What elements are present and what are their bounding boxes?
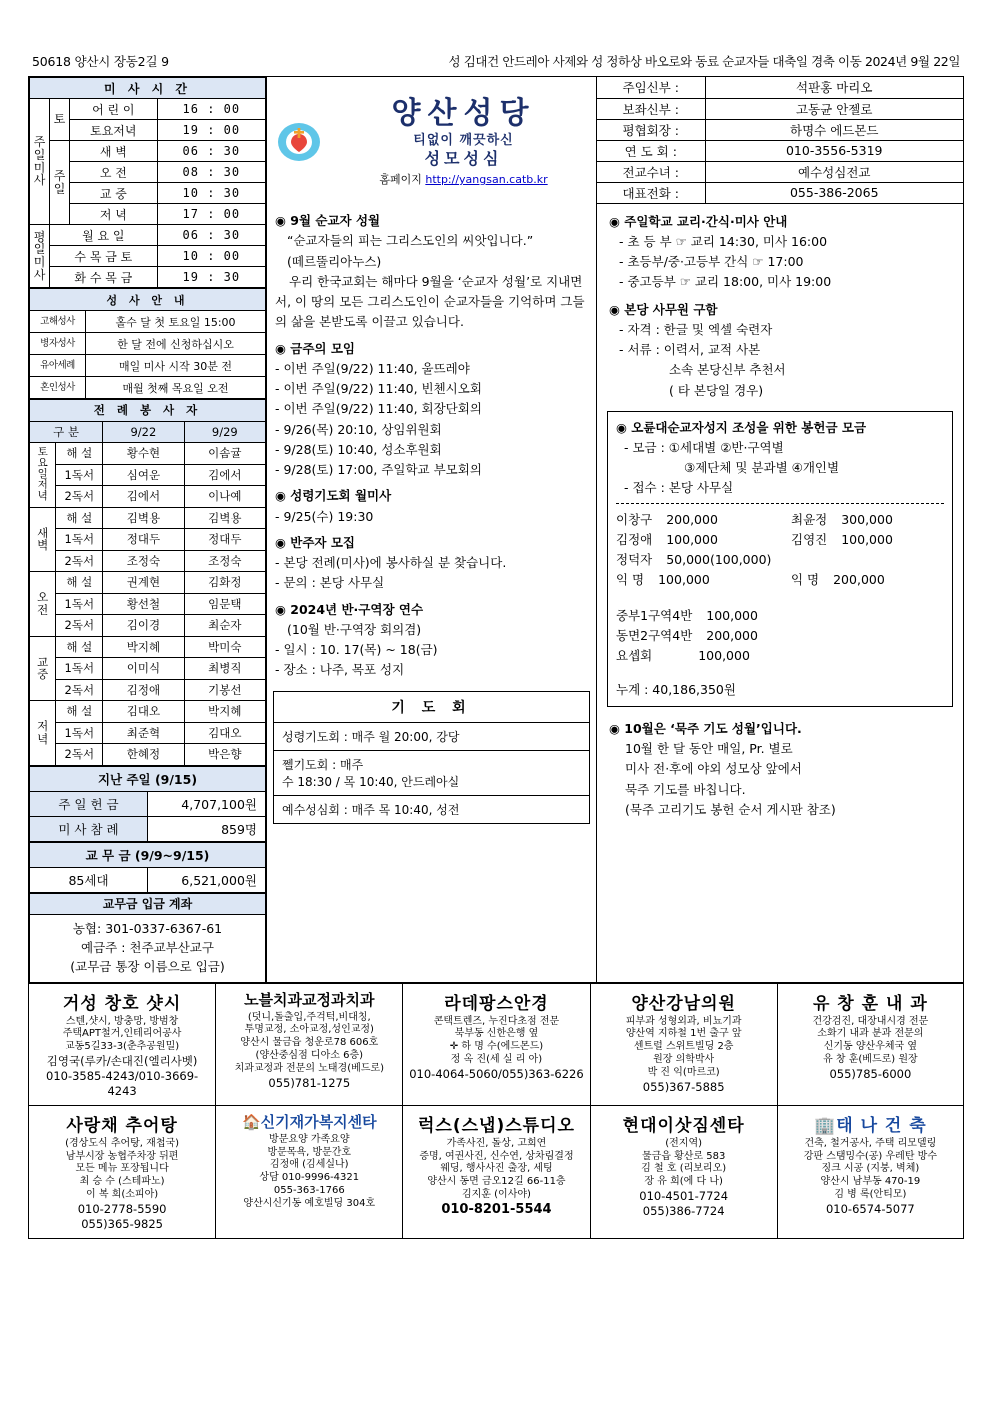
parish-address: 50618 양산시 장동2길 9: [32, 54, 169, 69]
middle-column: [267, 77, 597, 982]
servers-role: 2독서: [56, 744, 103, 766]
staff-title: ◉ 본당 사무원 구함: [609, 301, 718, 317]
account-table: [29, 893, 266, 982]
sacrament-value: 홀수 달 첫 토요일 15:00: [86, 311, 266, 333]
last-week-label: 주 일 헌 금: [30, 791, 148, 816]
ad-line: 원장 의학박사: [653, 1054, 715, 1066]
header-line: [28, 52, 964, 76]
ad-title-text: 태 나 건 축: [836, 1115, 927, 1136]
servers-group-label: 교 중: [30, 636, 56, 701]
servers-name-a: 김에서: [103, 486, 184, 508]
servers-name-a: 권계현: [103, 572, 184, 594]
group-amount: 100,000: [706, 607, 758, 623]
rosary-item: (묵주 고리기도 봉헌 순서 게시판 참조): [625, 801, 836, 817]
account-bank: 농협: 301-0337-6367-61: [72, 920, 223, 936]
rosary-item: 묵주 기도를 바칩니다.: [625, 781, 746, 797]
donor-row: [616, 530, 944, 550]
sacrament-label: 유아세례: [30, 355, 86, 377]
clergy-label: 전교수녀 :: [597, 161, 705, 182]
ad-cell[interactable]: [590, 983, 777, 1105]
school-item: - 초 등 부 ☞ 교리 14:30, 미사 16:00: [619, 233, 828, 249]
account-holder: 예금주 : 천주교부산교구: [81, 939, 214, 955]
ad-phone: 055)785-6000: [829, 1066, 912, 1081]
ad-line: 가족사진, 돌상, 고희연: [446, 1137, 547, 1149]
servers-role: 1독서: [56, 722, 103, 744]
ad-line: 유 창 훈(베드로) 원장: [823, 1054, 918, 1066]
ad-phone: 055)386-7724: [642, 1203, 725, 1218]
ad-row: [29, 983, 964, 1105]
meeting-item: - 이번 주일(9/22) 11:40, 회장단회의: [275, 401, 482, 417]
sacrament-value: 매일 미사 시작 30분 전: [86, 355, 266, 377]
prayer-row: [274, 751, 589, 796]
account-title: 교무금 입금 계좌: [30, 893, 266, 914]
meeting-item: - 9/26(목) 20:10, 상임위원회: [275, 421, 442, 437]
ad-line: 주택APT철거,인테리어공사: [62, 1028, 182, 1040]
donor-name: 김정애: [616, 531, 653, 547]
parish-logo-text: [331, 95, 596, 187]
donor-row: [616, 510, 944, 530]
servers-name-a: 황수현: [103, 443, 184, 465]
donor-name: 정덕자: [616, 551, 653, 567]
parish-motto-1: 티없이 깨끗하신: [413, 132, 514, 148]
servers-role: 2독서: [56, 486, 103, 508]
last-week-title: 지난 주일 (9/15): [30, 766, 266, 791]
ad-title: [219, 1111, 399, 1132]
school-item: - 초등부/중·고등부 간식 ☞ 17:00: [619, 254, 804, 269]
group-amount: 100,000: [698, 647, 750, 663]
spirit-mass-item: - 9/25(수) 19:30: [275, 508, 374, 524]
ad-line: 김지훈 (이사야): [461, 1189, 531, 1201]
ad-line: 건강검진, 대장내시경 전문: [812, 1015, 929, 1027]
servers-group-label: 새 벽: [30, 507, 56, 572]
ad-line: 신기동 양산우체국 옆: [823, 1041, 918, 1053]
ad-line: 스텐,샷시, 방충망, 방범창: [65, 1015, 179, 1027]
servers-name-b: 정대두: [184, 529, 265, 551]
servers-name-b: 박미숙: [184, 636, 265, 658]
ad-phone: 010-6574-5077: [825, 1201, 915, 1216]
ad-line: 양산시신기동 예호빌딩 304호: [243, 1197, 376, 1209]
servers-name-a: 황선철: [103, 593, 184, 615]
ad-phone: 010-3585-4243/010-3669-4243: [46, 1068, 199, 1098]
last-week-label: 미 사 참 례: [30, 816, 148, 841]
servers-name-a: 김대오: [103, 701, 184, 723]
parish-name: 양산성당: [391, 96, 536, 132]
mass-time: 06 : 30: [157, 141, 265, 162]
offering-line-3: - 접수 : 본당 사무실: [624, 479, 734, 495]
clergy-value: 예수성심전교: [705, 161, 963, 182]
mass-schedule-title: 미 사 시 간: [30, 78, 266, 99]
clergy-value: 하명수 에드몬드: [705, 119, 963, 140]
ad-line: 박 진 익(마르코): [647, 1066, 720, 1078]
ad-title-text: 신기재가복지센타: [260, 1112, 377, 1131]
donor-name: 익 명: [791, 571, 820, 587]
dues-label: 85세대: [30, 867, 148, 892]
meeting-item: - 이번 주일(9/22) 11:40, 울뜨레야: [275, 360, 470, 376]
ad-line: 장 유 희(에 다 나): [644, 1176, 723, 1188]
servers-role: 해 설: [56, 636, 103, 658]
mass-group-label-sunday: 주 일 미 사: [30, 99, 50, 225]
ad-row: [29, 1105, 964, 1238]
ad-line: (경상도식 추어탕, 재첩국): [65, 1137, 180, 1149]
servers-role: 1독서: [56, 529, 103, 551]
group-donor-row: [616, 606, 944, 626]
staff-item: - 자격 : 한글 및 엑셀 숙련자: [619, 321, 773, 337]
ad-line: 피부과 성형외과, 비뇨기과: [625, 1015, 742, 1027]
offering-divider: [616, 503, 944, 504]
mass-time: 10 : 00: [157, 246, 265, 267]
mass-kind: 새 벽: [70, 141, 158, 162]
servers-name-b: 조정숙: [184, 550, 265, 572]
donor-amount: 100,000: [666, 531, 718, 547]
rosary-notice: [597, 713, 963, 826]
mass-time: 17 : 00: [157, 204, 265, 225]
servers-role: 2독서: [56, 550, 103, 572]
ad-line: 강판 스탬밍수(공) 우레탄 방수: [803, 1150, 937, 1162]
prayer-row: 성령기도회 : 매주 월 20:00, 강당: [274, 723, 589, 751]
servers-name-b: 이나예: [184, 486, 265, 508]
ad-line: 최 승 수 (스테파노): [79, 1176, 165, 1188]
left-column: [29, 77, 267, 982]
donor-amount: 50,000(100,000): [666, 551, 772, 567]
ad-line: 양산시 남부동 470-19: [820, 1176, 921, 1188]
clergy-label: 연 도 회 :: [597, 140, 705, 161]
martyr-source: (떼르뚤리아누스): [287, 253, 382, 269]
house-icon: 🏠: [241, 1112, 261, 1131]
ad-line: 모든 메뉴 포장됩니다: [75, 1163, 169, 1175]
clergy-value: 010-3556-5319: [705, 140, 963, 161]
last-week-value: 4,707,100원: [148, 791, 266, 816]
ad-line: 김 철 호 (리보리오): [641, 1163, 727, 1175]
staff-item: 소속 본당신부 추천서: [669, 362, 786, 378]
account-note: (교무금 통장 이름으로 입금): [70, 959, 225, 975]
mass-kind: 수 목 금 토: [50, 246, 158, 267]
prayer-row-line1: 쩰기도회 : 매주: [282, 757, 364, 772]
clergy-label: 보좌신부 :: [597, 98, 705, 119]
parish-homepage: [331, 173, 596, 187]
parish-motto-2: 성모성심: [424, 149, 503, 168]
building-icon: 🏢: [814, 1115, 837, 1136]
servers-name-a: 김정애: [103, 679, 184, 701]
ad-line: (덧니,돌출입,주걱턱,비대칭,: [247, 1011, 371, 1023]
servers-name-b: 김화정: [184, 572, 265, 594]
ad-cell[interactable]: [590, 1105, 777, 1238]
ad-line: 정 옥 진(세 실 리 아): [450, 1054, 543, 1066]
ad-cell[interactable]: [29, 983, 216, 1105]
mass-time: 06 : 30: [157, 225, 265, 246]
mass-time: 10 : 30: [157, 183, 265, 204]
meeting-item: - 9/28(토) 17:00, 주일학교 부모회의: [275, 462, 482, 477]
ad-line: 건축, 철거공사, 주택 리모델링: [804, 1137, 937, 1149]
ad-line: 웨딩, 행사사진 출장, 세팅: [440, 1163, 553, 1175]
prayer-row: 예수성심회 : 매주 목 10:40, 성전: [282, 802, 460, 817]
dues-title: 교 무 금 (9/9~9/15): [30, 842, 266, 867]
ad-phone: 010-4064-5060/055)363-6226: [409, 1066, 584, 1081]
ad-cell[interactable]: [216, 983, 403, 1105]
offering-box: [607, 411, 953, 707]
ad-phone: 010-4501-7724: [639, 1189, 729, 1204]
meeting-item: - 이번 주일(9/22) 11:40, 빈첸시오회: [275, 381, 482, 396]
donor-amount: 100,000: [658, 571, 710, 587]
accompanist-title: ◉ 반주자 모집: [275, 534, 355, 550]
clergy-label: 대표전화 :: [597, 182, 705, 203]
group-name: 요셉회: [616, 647, 653, 663]
ad-phone: 김영국(루카/손대진(엘리사벳): [46, 1054, 198, 1069]
servers-role: 해 설: [56, 701, 103, 723]
training-title: ◉ 2024년 반·구역장 연수: [275, 601, 424, 617]
martyr-body: 우리 한국교회는 해마다 9월을 ‘순교자 성월’로 지내면서, 이 땅의 모든 그리스도인이 순교자들을 기억하며 그들의 삶을 본받도록 이끌고 있습니다.: [275, 273, 585, 330]
last-week-value: 859명: [148, 816, 266, 841]
servers-group-label: 저 녁: [30, 701, 56, 766]
ad-cell[interactable]: [403, 983, 590, 1105]
prayer-row-line2: 수 18:30 / 목 10:40, 안드레아실: [282, 774, 460, 789]
last-week-table: [29, 766, 266, 842]
mass-time: 19 : 00: [157, 120, 265, 141]
prayer-box-title: 기 도 회: [274, 692, 589, 723]
accompanist-item: - 문의 : 본당 사무실: [275, 575, 385, 591]
ad-title: 유 창 훈 내 과: [812, 993, 928, 1014]
clergy-label: 주임신부 :: [597, 77, 705, 98]
donor-name: 김영진: [791, 531, 828, 547]
donor-name: 최윤정: [791, 511, 828, 527]
training-item: (10월 반·구역장 회의겸): [287, 621, 422, 637]
mass-time: 08 : 30: [157, 162, 265, 183]
offering-total: 누계 : 40,186,350원: [616, 681, 736, 697]
servers-name-b: 김대오: [184, 722, 265, 744]
clergy-table: [597, 77, 963, 204]
servers-name-b: 최순자: [184, 615, 265, 637]
group-donor-row: [616, 626, 944, 646]
servers-name-a: 한혜정: [103, 744, 184, 766]
donor-amount: 300,000: [841, 511, 893, 527]
parish-logo-area: [267, 77, 596, 205]
staff-item: ( 타 본당일 경우): [669, 382, 764, 398]
mass-schedule-table: [29, 77, 266, 288]
sacrament-label: 고해성사: [30, 311, 86, 333]
training-item: - 장소 : 나주, 목포 성지: [275, 662, 405, 678]
meeting-item: - 9/28(토) 10:40, 성소후원회: [275, 441, 442, 457]
homepage-label: 홈페이지: [379, 173, 422, 186]
servers-name-b: 기봉선: [184, 679, 265, 701]
donor-amount: 200,000: [833, 571, 885, 587]
ad-line: 치과교정과 전문의 노태경(베드로): [234, 1062, 384, 1074]
ad-phone: 010-2778-5590: [77, 1201, 167, 1216]
ad-line: 방문목욕, 방문간호: [267, 1146, 352, 1158]
servers-group-label: 토 요 일 저 녁: [30, 443, 56, 508]
ad-line: 상담 010-9996-4321: [259, 1172, 360, 1184]
clergy-label: 평협회장 :: [597, 119, 705, 140]
school-item: - 중고등부 ☞ 교리 18:00, 미사 19:00: [619, 274, 832, 290]
staff-item: - 서류 : 이력서, 교적 사본: [619, 342, 761, 357]
ad-title: 사랑채 추어탕: [66, 1115, 178, 1136]
ad-title: 노블치과교정과치과: [244, 990, 375, 1009]
sacrament-value: 매월 첫째 목요일 오전: [86, 377, 266, 399]
ad-line: 김 병 록(안티모): [834, 1189, 907, 1201]
rosary-title: ◉ 10월은 ‘묵주 기도 성월’입니다.: [609, 720, 802, 736]
servers-name-b: 최병직: [184, 658, 265, 680]
servers-group-label: 오 전: [30, 572, 56, 637]
ad-cell[interactable]: [777, 983, 963, 1105]
mass-kind: 화 수 목 금: [50, 267, 158, 288]
mass-kind: 오 전: [70, 162, 158, 183]
middle-notices: [267, 205, 596, 685]
bulletin-main: [28, 76, 964, 983]
rosary-item: 10월 한 달 동안 매일, Pr. 별로: [625, 741, 793, 756]
group-amount: 200,000: [706, 627, 758, 643]
ad-cell[interactable]: [216, 1105, 403, 1238]
ad-line: 남부시장 농협주차장 뒤편: [65, 1150, 179, 1162]
ad-line: 교동5길33-3(춘추공원밀): [65, 1041, 180, 1053]
ad-line: 이 복 희(소피아): [86, 1189, 159, 1201]
offering-title: ◉ 오륜대순교자성지 조성을 위한 봉헌금 모금: [616, 419, 867, 435]
ad-line: 증명, 여권사진, 신수연, 상차림결정: [419, 1150, 574, 1162]
ad-line: 방문요양 가족요양: [269, 1133, 350, 1145]
servers-name-b: 임문택: [184, 593, 265, 615]
ad-title: 라데팡스안경: [444, 993, 549, 1014]
ad-line: 콘택트렌즈, 누진다초점 전문: [433, 1015, 560, 1027]
ad-line: 센트럴 스위트빌딩 2층: [633, 1041, 734, 1053]
servers-role: 2독서: [56, 615, 103, 637]
meetings-title: ◉ 금주의 모임: [275, 340, 355, 356]
ad-phone: 055)365-9825: [81, 1216, 163, 1231]
donor-name: 익 명: [616, 571, 645, 587]
parish-logo-icon: [267, 112, 331, 171]
servers-role: 1독서: [56, 464, 103, 486]
donor-row: [616, 570, 944, 590]
sunday-school-notice: [597, 204, 963, 403]
homepage-link[interactable]: http://yangsan.catb.kr: [425, 173, 548, 186]
school-title: ◉ 주일학교 교리·간식·미사 안내: [609, 213, 788, 229]
ad-line: 물금읍 황산로 583: [641, 1150, 726, 1162]
dues-value: 6,521,000원: [148, 867, 266, 892]
mass-time: 19 : 30: [157, 267, 265, 288]
servers-name-a: 김벽용: [103, 507, 184, 529]
servers-name-a: 김이경: [103, 615, 184, 637]
clergy-value: 고동균 안젤로: [705, 98, 963, 119]
ad-phone: 055)781-1275: [268, 1075, 351, 1090]
group-name: 중부1구역4반: [616, 607, 693, 623]
ad-line: (양산중심점 디아소 6층): [255, 1050, 364, 1062]
ad-title: 거성 창호 샷시: [62, 993, 182, 1014]
donor-amount: 200,000: [666, 511, 718, 527]
mass-time: 16 : 00: [157, 99, 265, 120]
advertisements: [28, 983, 964, 1239]
servers-name-a: 이미식: [103, 658, 184, 680]
offering-line-1: - 모금 : ①세대별 ②반·구역별: [624, 439, 784, 455]
servers-role: 2독서: [56, 679, 103, 701]
servers-name-a: 조정숙: [103, 550, 184, 572]
ad-cell[interactable]: [403, 1105, 590, 1238]
ad-line: 양산시 물금읍 청운로78 606호: [240, 1037, 379, 1049]
martyr-quote: “순교자들의 피는 그리스도인의 씨앗입니다.”: [287, 233, 534, 249]
servers-name-a: 심여운: [103, 464, 184, 486]
mass-kind: 어 린 이: [70, 99, 158, 120]
sacraments-title: 성 사 안 내: [30, 289, 266, 311]
mass-kind: 월 요 일: [50, 225, 158, 246]
accompanist-item: - 본당 전례(미사)에 봉사하실 분 찾습니다.: [275, 555, 507, 570]
servers-name-b: 박지혜: [184, 701, 265, 723]
mass-day-sat: 토: [50, 99, 70, 141]
ad-title: 럭스(스냅)스튜디오: [418, 1115, 575, 1136]
prayer-meetings-box: [273, 691, 590, 824]
rosary-item: 미사 전·후에 야외 성모상 앞에서: [625, 761, 802, 777]
ad-cell[interactable]: [29, 1105, 216, 1238]
ad-title: [781, 1111, 960, 1136]
sacrament-label: 병자성사: [30, 333, 86, 355]
clergy-value: 석판홍 마리오: [705, 77, 963, 98]
ad-phone: 055)367-5885: [642, 1079, 725, 1094]
sacrament-value: 한 달 전에 신청하십시오: [86, 333, 266, 355]
dues-table: [29, 842, 266, 893]
offering-line-2: ③제단체 및 분과별 ④개인별: [684, 459, 840, 475]
servers-date-1: 9/22: [103, 421, 184, 443]
servers-role: 해 설: [56, 507, 103, 529]
spirit-mass-title: ◉ 성령기도회 월미사: [275, 488, 392, 504]
mass-group-label-weekday: 평 일 미 사: [30, 225, 50, 288]
servers-name-a: 최준혁: [103, 722, 184, 744]
donor-amount: 100,000: [841, 531, 893, 547]
servers-name-b: 이솜귤: [184, 443, 265, 465]
ad-line: 양산시 동면 금오12길 66-11층: [427, 1176, 566, 1188]
servers-role: 1독서: [56, 593, 103, 615]
ad-title: 양산강남의원: [631, 993, 736, 1014]
ad-line: (전지역): [665, 1137, 703, 1149]
group-donor-row: [616, 646, 944, 666]
sacrament-label: 혼인성사: [30, 377, 86, 399]
feast-title: 성 김대건 안드레아 사제와 성 정하상 바오로와 동료 순교자들 대축일 경축 이동 2024년 9월 22일: [448, 54, 960, 69]
servers-name-b: 박은향: [184, 744, 265, 766]
ad-line: 북부동 신한은행 옆: [454, 1028, 539, 1040]
martyr-month-title: ◉ 9월 순교자 성월: [275, 213, 381, 228]
mass-kind: 저 녁: [70, 204, 158, 225]
servers-name-b: 김벽용: [184, 507, 265, 529]
donor-row: [616, 550, 944, 570]
ad-phone: 010-8201-5544: [441, 1201, 552, 1217]
group-name: 동면2구역4반: [616, 627, 693, 643]
clergy-value: 055-386-2065: [705, 182, 963, 203]
ad-line: 055-363-1766: [273, 1185, 345, 1197]
mass-day-sun: 주 일: [50, 141, 70, 225]
ad-title: 현대이삿짐센타: [622, 1115, 745, 1136]
servers-col-div: 구 분: [30, 421, 103, 443]
ad-line: 김정애 (김세실나): [269, 1159, 349, 1171]
ad-line: 양산역 지하철 1번 출구 앞: [625, 1028, 742, 1040]
servers-title: 전 례 봉 사 자: [30, 400, 266, 422]
servers-role: 해 설: [56, 443, 103, 465]
sacraments-table: [29, 288, 266, 399]
donor-name: 이창구: [616, 511, 653, 527]
ad-line: 투명교정, 소아교정,성인교정): [244, 1024, 374, 1036]
training-item: - 일시 : 10. 17(목) ~ 18(금): [275, 642, 438, 657]
servers-role: 해 설: [56, 572, 103, 594]
servers-date-2: 9/29: [184, 421, 265, 443]
ad-line: ✛ 하 명 수(에드몬드): [449, 1041, 544, 1053]
ad-line: 징크 시공 (지붕, 벽체): [821, 1163, 920, 1175]
servers-name-b: 김에서: [184, 464, 265, 486]
servers-table: [29, 399, 266, 766]
servers-name-a: 박지혜: [103, 636, 184, 658]
servers-name-a: 정대두: [103, 529, 184, 551]
right-column: [597, 77, 963, 982]
ad-cell[interactable]: [777, 1105, 963, 1238]
mass-kind: 토요저녁: [70, 120, 158, 141]
ad-line: 소화기 내과 분과 전문의: [817, 1028, 924, 1040]
mass-kind: 교 중: [70, 183, 158, 204]
servers-role: 1독서: [56, 658, 103, 680]
